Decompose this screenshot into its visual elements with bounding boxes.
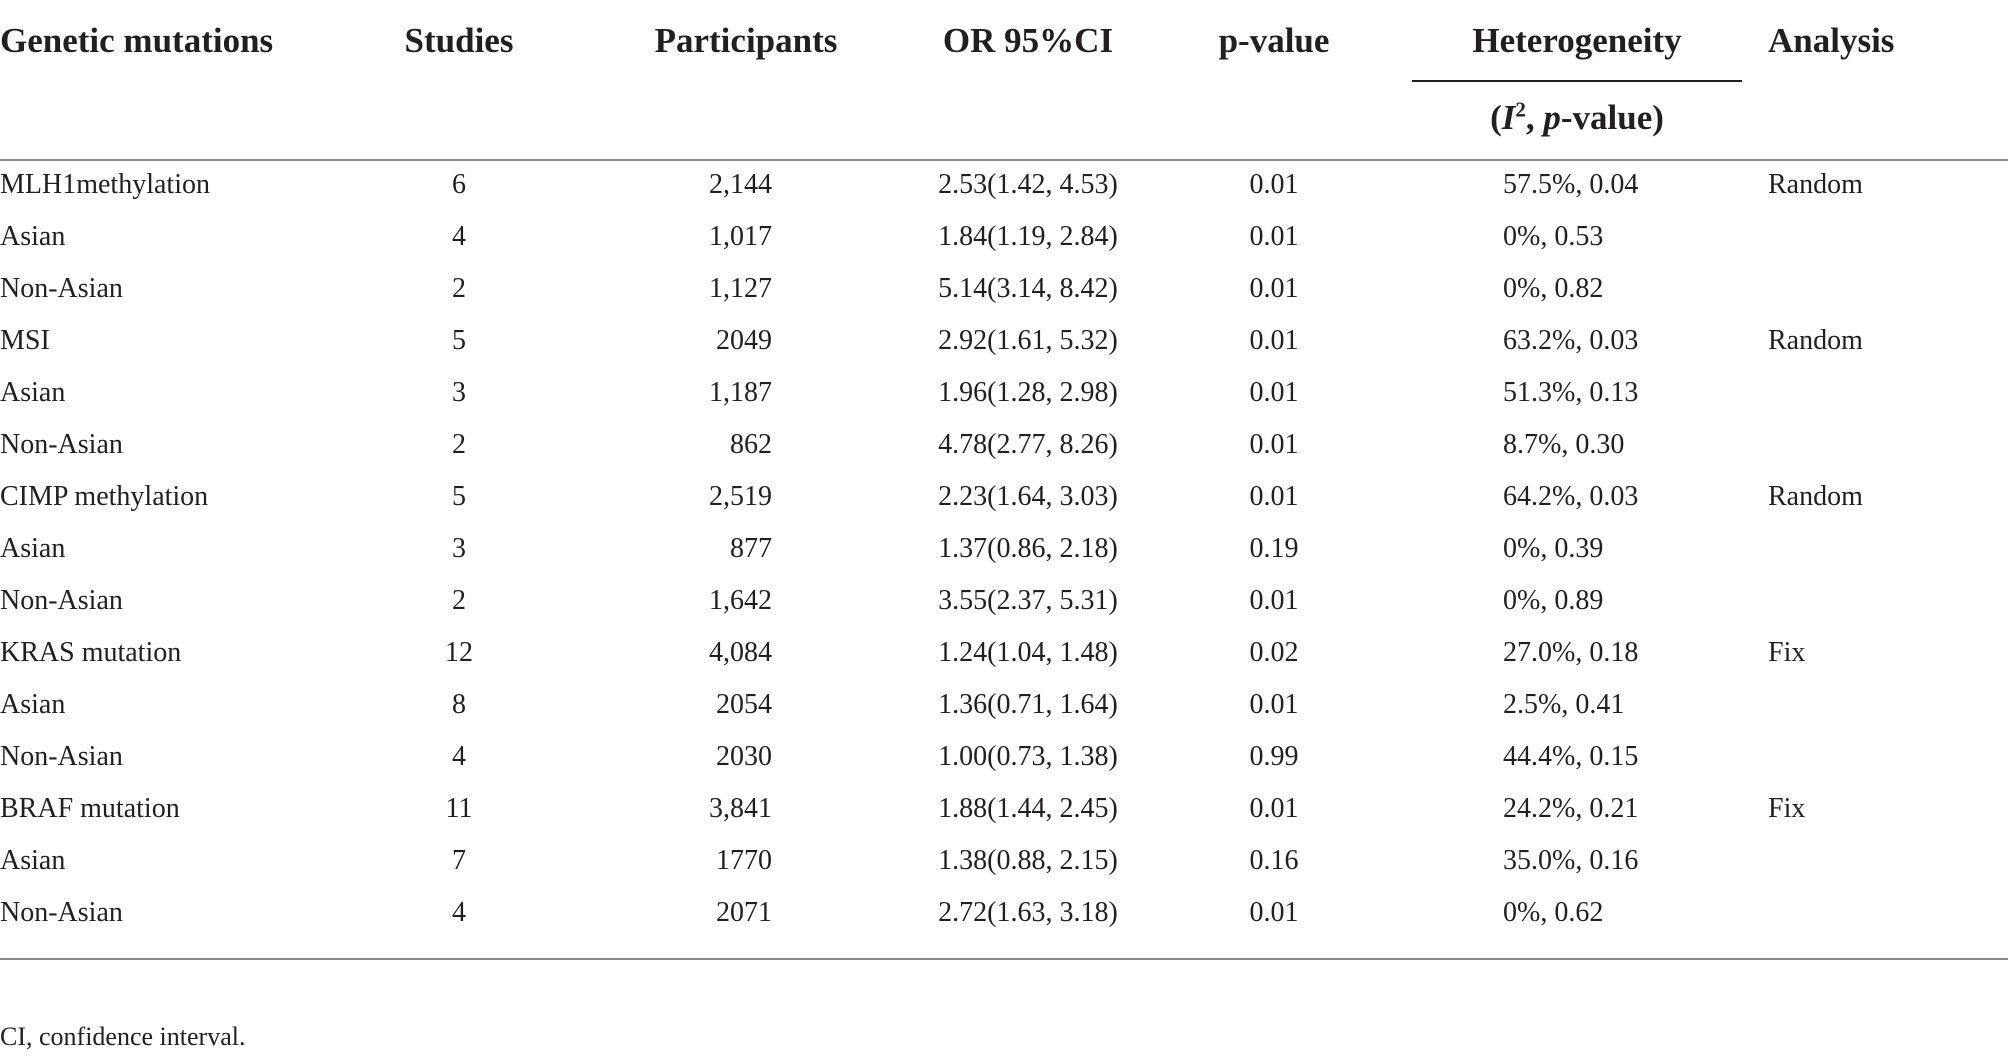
cell-heterogeneity: 0%, 0.39: [1503, 533, 1604, 564]
cell-participants: 862: [730, 429, 772, 460]
table-row: [0, 575, 2008, 627]
cell-or-ci: 1.38(0.88, 2.15): [938, 845, 1118, 876]
cell-p-value: 0.01: [1249, 481, 1299, 512]
bottom-rule: [0, 958, 2008, 960]
heterogeneity-underline: [1412, 80, 1742, 82]
table-row: [0, 211, 2008, 263]
cell-or-ci: 1.96(1.28, 2.98): [938, 377, 1118, 408]
table-row: [0, 159, 2008, 211]
table-row: [0, 627, 2008, 679]
cell-participants: 4,084: [709, 637, 772, 668]
cell-mutation: MSI: [0, 325, 50, 356]
cell-or-ci: 1.88(1.44, 2.45): [938, 793, 1118, 824]
cell-studies: 5: [452, 325, 466, 356]
cell-participants: 1,187: [709, 377, 772, 408]
cell-participants: 3,841: [709, 793, 772, 824]
header-participants: Participants: [654, 21, 838, 60]
cell-mutation: KRAS mutation: [0, 637, 182, 668]
cell-studies: 2: [452, 273, 466, 304]
cell-analysis: Fix: [1768, 793, 1806, 824]
cell-participants: 1770: [716, 845, 772, 876]
cell-or-ci: 2.23(1.64, 3.03): [938, 481, 1118, 512]
cell-heterogeneity: 24.2%, 0.21: [1503, 793, 1639, 824]
cell-or-ci: 2.53(1.42, 4.53): [938, 169, 1118, 200]
cell-heterogeneity: 0%, 0.89: [1503, 585, 1604, 616]
cell-studies: 2: [452, 585, 466, 616]
cell-or-ci: 1.84(1.19, 2.84): [938, 221, 1118, 252]
cell-studies: 4: [452, 741, 466, 772]
cell-studies: 6: [452, 169, 466, 200]
cell-participants: 1,017: [709, 221, 772, 252]
cell-heterogeneity: 0%, 0.53: [1503, 221, 1604, 252]
cell-studies: 4: [452, 221, 466, 252]
cell-p-value: 0.01: [1249, 325, 1299, 356]
cell-heterogeneity: 2.5%, 0.41: [1503, 689, 1625, 720]
header-genetic-mutations: Genetic mutations: [0, 21, 274, 60]
cell-analysis: Fix: [1768, 637, 1806, 668]
cell-studies: 2: [452, 429, 466, 460]
cell-studies: 8: [452, 689, 466, 720]
cell-p-value: 0.01: [1249, 689, 1299, 720]
table-row: [0, 263, 2008, 315]
cell-or-ci: 2.92(1.61, 5.32): [938, 325, 1118, 356]
cell-participants: 2054: [716, 689, 772, 720]
cell-participants: 2071: [716, 897, 772, 928]
table-row: [0, 523, 2008, 575]
cell-heterogeneity: 35.0%, 0.16: [1503, 845, 1639, 876]
cell-mutation: Asian: [0, 221, 66, 252]
cell-p-value: 0.01: [1249, 221, 1299, 252]
cell-p-value: 0.99: [1249, 741, 1299, 772]
table-footnote: CI, confidence interval.: [0, 1022, 246, 1051]
cell-p-value: 0.01: [1249, 169, 1299, 200]
cell-mutation: Non-Asian: [0, 585, 123, 616]
cell-mutation: BRAF mutation: [0, 793, 180, 824]
table-row: [0, 835, 2008, 887]
cell-heterogeneity: 0%, 0.62: [1503, 897, 1604, 928]
table-row: [0, 367, 2008, 419]
cell-analysis: Random: [1768, 169, 1863, 200]
cell-p-value: 0.01: [1249, 793, 1299, 824]
table-row: [0, 315, 2008, 367]
cell-participants: 2,144: [709, 169, 772, 200]
cell-mutation: CIMP methylation: [0, 481, 209, 512]
cell-heterogeneity: 44.4%, 0.15: [1503, 741, 1639, 772]
cell-or-ci: 1.00(0.73, 1.38): [938, 741, 1118, 772]
cell-mutation: Non-Asian: [0, 741, 123, 772]
cell-or-ci: 1.24(1.04, 1.48): [938, 637, 1118, 668]
cell-mutation: Asian: [0, 533, 66, 564]
cell-mutation: Non-Asian: [0, 429, 123, 460]
cell-heterogeneity: 63.2%, 0.03: [1503, 325, 1639, 356]
table-row: [0, 679, 2008, 731]
cell-studies: 7: [452, 845, 466, 876]
cell-studies: 5: [452, 481, 466, 512]
table-row: [0, 887, 2008, 939]
cell-p-value: 0.01: [1249, 273, 1299, 304]
cell-heterogeneity: 27.0%, 0.18: [1503, 637, 1639, 668]
cell-mutation: MLH1methylation: [0, 169, 210, 200]
header-analysis: Analysis: [1768, 21, 1895, 60]
cell-or-ci: 5.14(3.14, 8.42): [938, 273, 1118, 304]
cell-heterogeneity: 51.3%, 0.13: [1503, 377, 1639, 408]
cell-mutation: Non-Asian: [0, 273, 123, 304]
cell-heterogeneity: 0%, 0.82: [1503, 273, 1604, 304]
cell-p-value: 0.01: [1249, 897, 1299, 928]
cell-studies: 3: [452, 533, 466, 564]
header-heterogeneity-sub: ($I^2$, p-value): [1490, 97, 1664, 137]
cell-heterogeneity: 57.5%, 0.04: [1503, 169, 1639, 200]
table-row: [0, 731, 2008, 783]
cell-participants: 2030: [716, 741, 772, 772]
cell-or-ci: 3.55(2.37, 5.31): [938, 585, 1118, 616]
cell-p-value: 0.16: [1249, 845, 1299, 876]
cell-heterogeneity: 64.2%, 0.03: [1503, 481, 1639, 512]
cell-studies: 12: [445, 637, 473, 668]
cell-analysis: Random: [1768, 325, 1863, 356]
header-studies: Studies: [404, 21, 514, 60]
cell-or-ci: 1.37(0.86, 2.18): [938, 533, 1118, 564]
cell-participants: 877: [730, 533, 772, 564]
cell-studies: 3: [452, 377, 466, 408]
cell-or-ci: 4.78(2.77, 8.26): [938, 429, 1118, 460]
cell-p-value: 0.19: [1249, 533, 1299, 564]
cell-p-value: 0.01: [1249, 429, 1299, 460]
cell-participants: 1,127: [709, 273, 772, 304]
cell-p-value: 0.01: [1249, 585, 1299, 616]
cell-participants: 2049: [716, 325, 772, 356]
header-p-value: p-value: [1218, 21, 1330, 60]
cell-mutation: Asian: [0, 845, 66, 876]
cell-participants: 1,642: [709, 585, 772, 616]
cell-mutation: Asian: [0, 689, 66, 720]
cell-studies: 11: [445, 793, 473, 824]
header-heterogeneity: Heterogeneity: [1472, 21, 1682, 60]
table-row: [0, 783, 2008, 835]
cell-p-value: 0.02: [1249, 637, 1299, 668]
cell-p-value: 0.01: [1249, 377, 1299, 408]
cell-mutation: Asian: [0, 377, 66, 408]
cell-mutation: Non-Asian: [0, 897, 123, 928]
cell-analysis: Random: [1768, 481, 1863, 512]
cell-participants: 2,519: [709, 481, 772, 512]
cell-or-ci: 2.72(1.63, 3.18): [938, 897, 1118, 928]
cell-heterogeneity: 8.7%, 0.30: [1503, 429, 1625, 460]
cell-or-ci: 1.36(0.71, 1.64): [938, 689, 1118, 720]
cell-studies: 4: [452, 897, 466, 928]
table-row: [0, 419, 2008, 471]
table-row: [0, 471, 2008, 523]
header-or-ci: OR 95%CI: [942, 21, 1114, 60]
